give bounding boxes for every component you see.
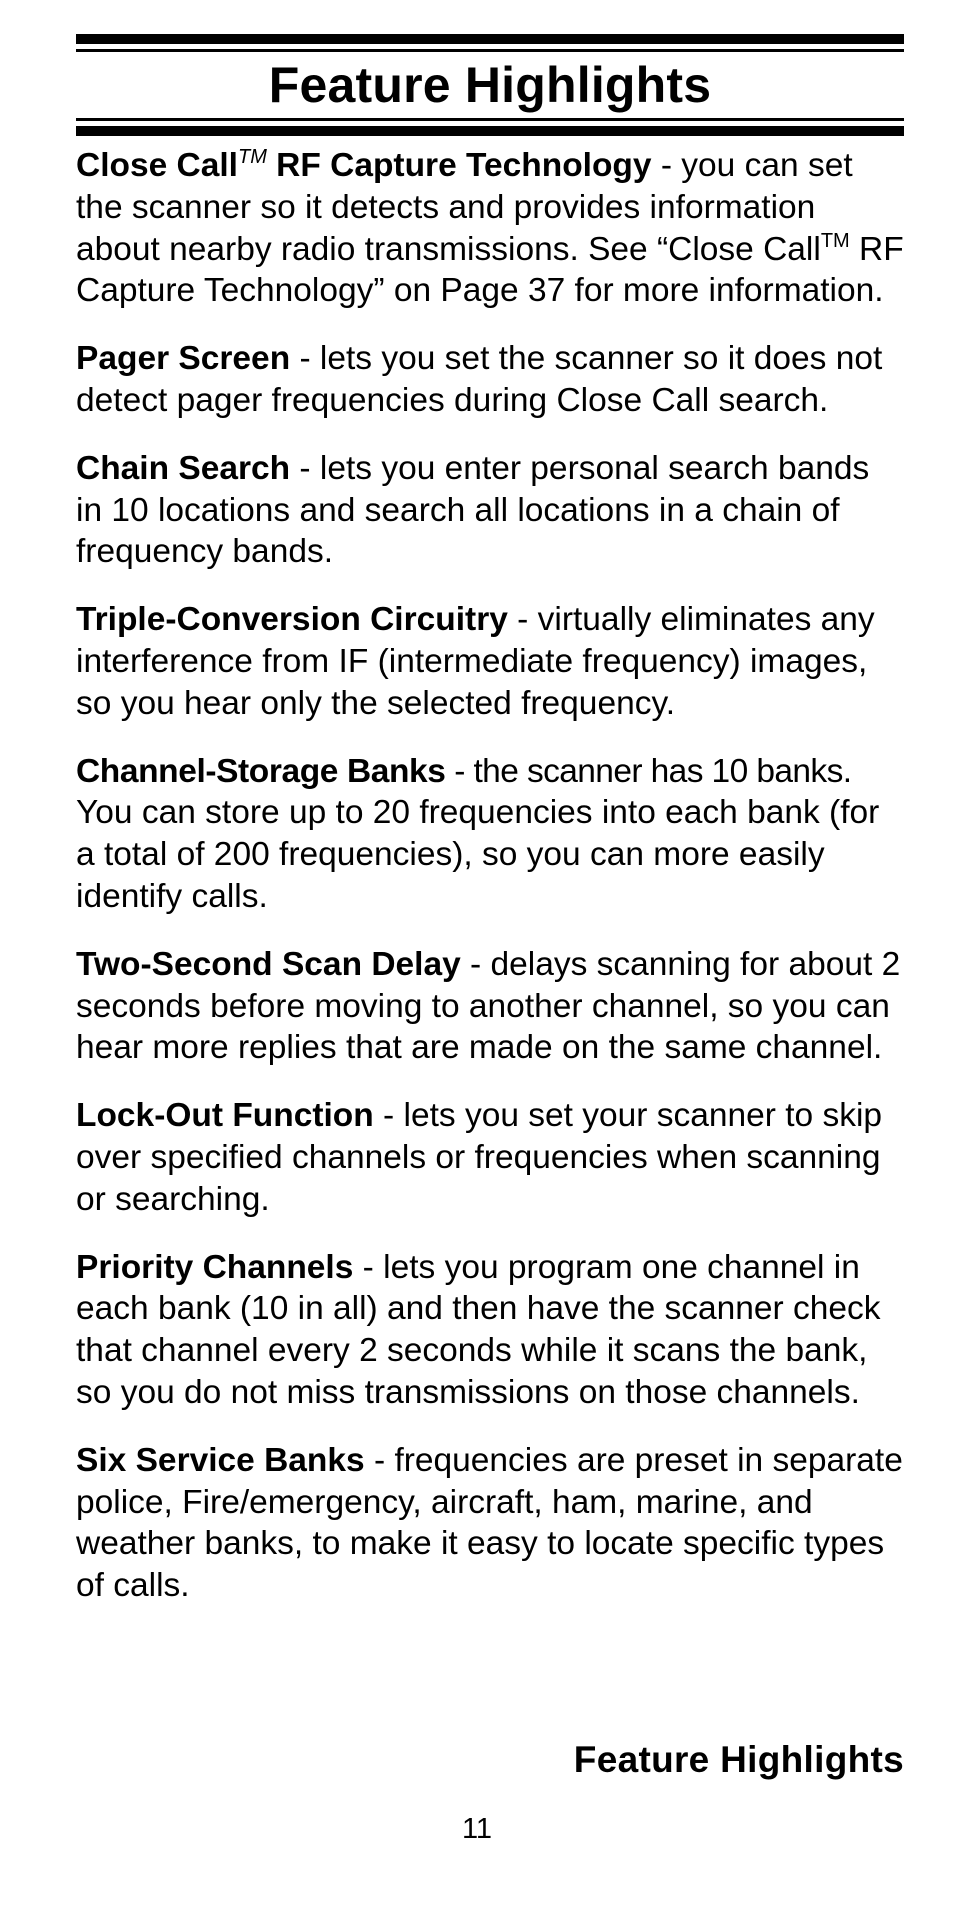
feature-name: Close Call™ RF Capture Technology [76,146,652,184]
feature-description: - delays scanning for about 2 seconds before moving to another channel, so you can hear more replies that are made on the same channel. [76,945,901,1067]
page-title: Feature Highlights [268,57,712,113]
feature-description: - lets you set your scanner to skip over specified channels or frequencies when scanning or searching. [76,1097,883,1218]
feature-name: Triple-Conversion Circuitry [76,601,508,639]
feature-name: Two-Second Scan Delay [76,945,461,983]
feature-description: - lets you set the scanner so it does not detect pager frequencies during Close Call search. [76,340,883,419]
bottom-thick-rule [76,126,904,136]
feature-priority-channels [76,1247,904,1414]
feature-description: - lets you program one channel in each bank (10 in all) and then have the scanner check that channel every 2 seconds while it scans the bank, so you do not miss transmissions on those channels. [76,1248,881,1411]
feature-six-service-banks [76,1440,904,1607]
bottom-thin-rule [76,118,904,121]
feature-description: - the scanner has 10 banks. [445,752,852,790]
feature-pager-screen [76,338,904,422]
feature-description: - frequencies are preset in separate police, Fire/emergency, aircraft, ham, marine, and weather banks, to make it easy to locate specific types of calls. [76,1441,903,1605]
feature-description: You can store up to 20 frequencies into each bank (for a total of 200 frequencies), so you can more easily identify calls. [76,794,880,915]
feature-lock-out-function [76,1095,904,1220]
feature-name: Priority Channels [76,1248,354,1286]
top-thick-rule [76,34,904,44]
feature-chain-search [76,448,904,573]
manual-page [76,34,904,1633]
feature-close-call [76,145,904,312]
feature-description: RF Capture Technology” on Page 37 for more information. [76,230,904,310]
feature-description: - you can set the scanner so it detects and provides information about nearby radio transmissions. See “Close Call [76,147,853,268]
feature-name: Chain Search [76,449,291,487]
title-block [76,34,904,136]
feature-name: Pager Screen [76,340,291,378]
feature-list [76,145,904,1607]
feature-channel-storage-banks [76,751,904,918]
feature-name: Channel-Storage Banks [76,752,446,790]
feature-description: - lets you enter personal search bands in 10 locations and search all locations in a chain of frequency bands. [76,449,870,571]
page-number: 11 [461,1813,493,1845]
feature-two-second-scan-delay [76,944,904,1069]
feature-name: Lock-Out Function [76,1097,374,1135]
feature-triple-conversion [76,599,904,724]
feature-name: Six Service Banks [76,1441,365,1479]
footer-section-title: Feature Highlights [573,1739,904,1780]
trademark-mark: TM [820,229,850,252]
feature-description: - virtually eliminates any interference from IF (intermediate frequency) images, so you hear only the selected frequency. [76,601,875,722]
trademark-mark: TM [237,146,267,168]
